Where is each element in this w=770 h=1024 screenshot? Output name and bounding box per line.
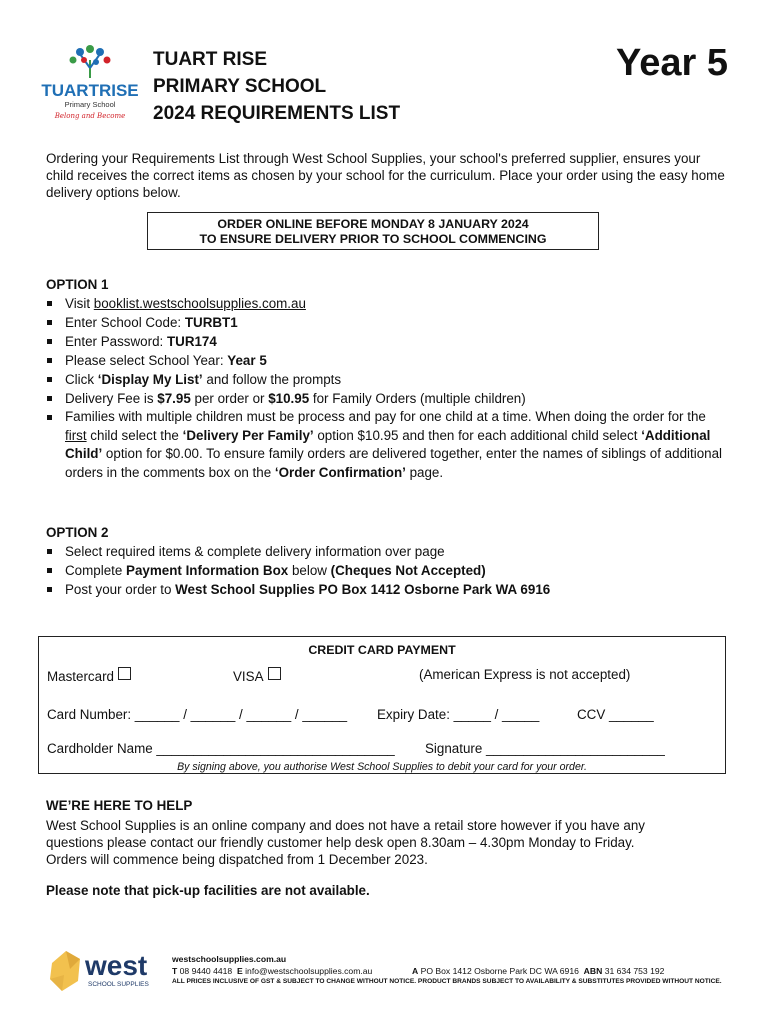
option2-list [46, 542, 726, 599]
footer-website: westschoolsupplies.com.au [172, 954, 287, 964]
visa-option: VISA [233, 667, 281, 684]
list-item: Visit booklist.westschoolsupplies.com.au [46, 294, 726, 313]
school-logo [40, 44, 140, 126]
footer-address: A PO Box 1412 Osborne Park DC WA 6916 ABN 31 634 753 192 [412, 966, 665, 976]
booklist-link[interactable]: booklist.westschoolsupplies.com.au [93, 296, 306, 311]
expiry-date-field[interactable]: Expiry Date: _____ / _____ [377, 707, 540, 722]
footer-contact: T 08 9440 4418 E info@westschoolsupplies.com.au [172, 966, 373, 976]
west-wordmark: west [85, 950, 148, 981]
west-sub: SCHOOL SUPPLIES [88, 981, 149, 988]
signature-field[interactable]: Signature ________________________ [425, 741, 665, 756]
logo-name: TUARTRISE [41, 81, 139, 100]
password: TUR174 [166, 334, 217, 349]
mastercard-option: Mastercard [47, 667, 131, 684]
credit-card-payment-box [38, 636, 726, 774]
card-number-field[interactable]: Card Number: ______ / ______ / ______ / ______ [47, 707, 348, 722]
cardholder-name-field[interactable]: Cardholder Name ________________________________ [47, 741, 395, 756]
option1-title: OPTION 1 [46, 277, 109, 292]
tree-icon [70, 45, 111, 78]
mastercard-checkbox[interactable] [118, 667, 131, 680]
amex-note: (American Express is not accepted) [419, 667, 631, 682]
logo-motto: Belong and Become [54, 112, 126, 120]
school-code: TURBT1 [184, 315, 238, 330]
school-year: Year 5 [227, 353, 267, 368]
ccv-field[interactable]: CCV ______ [577, 707, 654, 722]
list-item: Select required items & complete delivery information over page [46, 542, 726, 561]
authorisation-note: By signing above, you authorise West School Supplies to debit your card for your order. [177, 761, 587, 773]
order-box-line-1: ORDER ONLINE BEFORE MONDAY 8 JANUARY 2024 [217, 217, 529, 231]
west-mark-icon [50, 951, 80, 991]
list-item: Post your order to West School Supplies PO Box 1412 Osborne Park WA 6916 [46, 580, 726, 599]
option1-list [46, 294, 726, 482]
option2-title: OPTION 2 [46, 525, 109, 540]
help-paragraph: West School Supplies is an online company and does not have a retail store however if you have any questions please contact our friendly customer help desk open 8.30am – 4.30pm Monday to Friday. Orders will commence being dispatched from 1 December 2023. [46, 818, 645, 867]
list-item: Families with multiple children must be process and pay for one child at a time. When doing the order for the first child select the ‘Delivery Per Family’ option $10.95 and then for each additional child select ‘Additional Child’ option for $0.00. To ensure family orders are delivered together, enter the names of siblings of additional orders in the comments box on the ‘Order Confirmation’ page. [46, 408, 726, 482]
west-logo [48, 945, 164, 997]
list-item: Enter School Code: TURBT1 [46, 313, 726, 332]
help-title: WE’RE HERE TO HELP [46, 798, 193, 813]
list-item: Delivery Fee is $7.95 per order or $10.95 for Family Orders (multiple children) [46, 389, 726, 408]
list-item: Click ‘Display My List’ and follow the prompts [46, 370, 726, 389]
title-line-2: PRIMARY SCHOOL [153, 76, 327, 97]
year-label: Year 5 [616, 42, 728, 84]
order-deadline-box [147, 212, 599, 250]
page-title [153, 46, 400, 127]
title-line-1: TUART RISE [153, 49, 267, 70]
order-box-line-2: TO ENSURE DELIVERY PRIOR TO SCHOOL COMMENCING [199, 232, 547, 246]
pickup-note: Please note that pick-up facilities are not available. [46, 883, 370, 898]
title-line-3: 2024 REQUIREMENTS LIST [153, 103, 401, 124]
list-item: Enter Password: TUR174 [46, 332, 726, 351]
cc-title: CREDIT CARD PAYMENT [308, 643, 456, 657]
intro-paragraph: Ordering your Requirements List through West School Supplies, your school's preferred supplier, ensures your child receives the correct items as chosen by your school for the curriculum. Place your order using the easy home delivery options below. [46, 151, 725, 200]
footer-disclaimer: ALL PRICES INCLUSIVE OF GST & SUBJECT TO CHANGE WITHOUT NOTICE. PRODUCT BRANDS SUBJECT TO AVAILABILITY & SUBSTITUTES PROVIDED WITHOUT NOTICE. [172, 978, 722, 985]
visa-checkbox[interactable] [268, 667, 281, 680]
logo-sub: Primary School [64, 100, 116, 109]
list-item: Please select School Year: Year 5 [46, 351, 726, 370]
list-item: Complete Payment Information Box below (Cheques Not Accepted) [46, 561, 726, 580]
